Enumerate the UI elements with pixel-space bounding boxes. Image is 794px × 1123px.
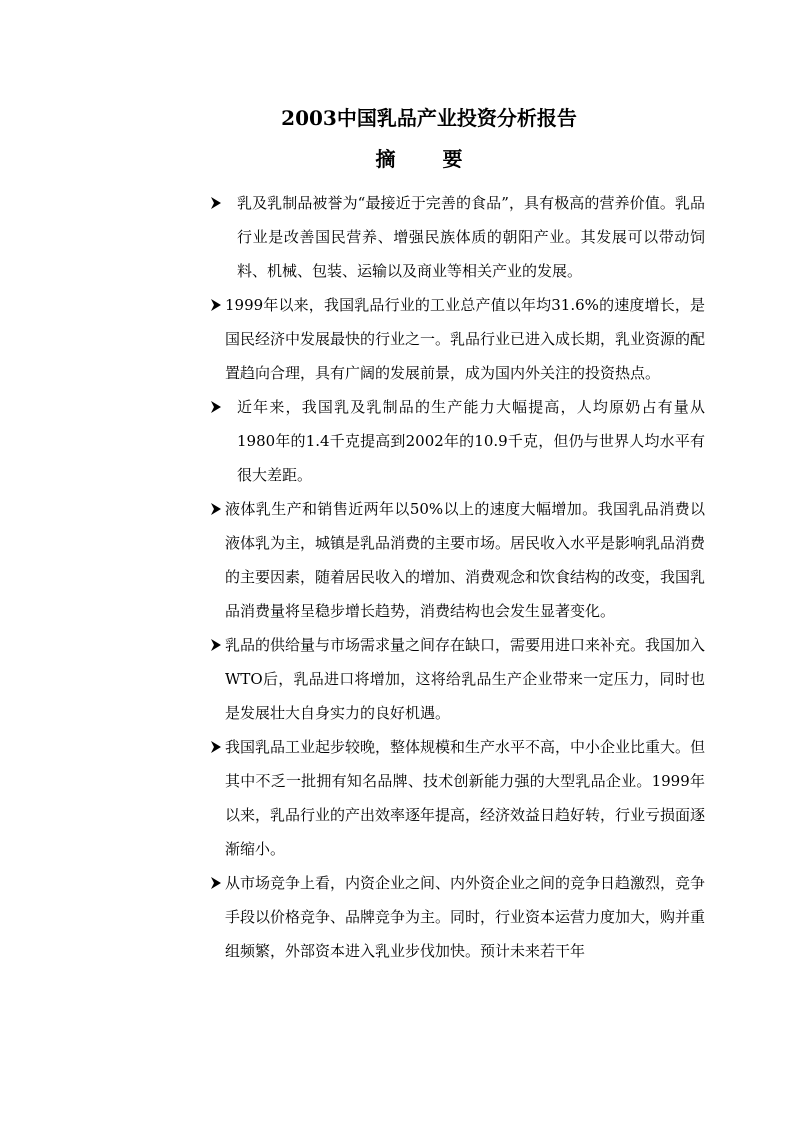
summary-item	[209, 186, 705, 288]
summary-item	[209, 866, 705, 968]
document-title: 2003中国乳品产业投资分析报告	[281, 106, 577, 130]
summary-item-text: 我国乳品工业起步较晚，整体规模和生产水平不高，中小企业比重大。但其中不乏一批拥有知名品牌、技术创新能力强的大型乳品企业。1999年以来，乳品行业的产出效率逐年提高，经济效益日趋好转，行业亏损面逐渐缩小。	[225, 738, 706, 858]
arrowhead-bullet-icon	[209, 288, 223, 322]
arrowhead-bullet-icon	[209, 628, 223, 662]
summary-item-text: 乳品的供给量与市场需求量之间存在缺口，需要用进口来补充。我国加入WTO后，乳品进口将增加，这将给乳品生产企业带来一定压力，同时也是发展壮大自身实力的良好机遇。	[225, 636, 706, 722]
arrowhead-bullet-icon	[209, 186, 223, 220]
summary-item	[209, 288, 705, 390]
summary-item-text: 1999年以来，我国乳品行业的工业总产值以年均31.6%的速度增长，是国民经济中发展最快的行业之一。乳品行业已进入成长期，乳业资源的配置趋向合理，具有广阔的发展前景，成为国内外关注的投资热点。	[225, 296, 706, 382]
arrowhead-bullet-icon	[209, 390, 223, 424]
summary-item-text: 从市场竞争上看，内资企业之间、内外资企业之间的竞争日趋激烈，竞争手段以价格竞争、品牌竞争为主。同时，行业资本运营力度加大，购并重组频繁，外部资本进入乳业步伐加快。预计未来若干年	[225, 874, 706, 960]
summary-list	[209, 186, 705, 968]
document-subtitle: 摘 要	[375, 147, 483, 171]
summary-item	[209, 730, 705, 866]
arrowhead-bullet-icon	[209, 492, 223, 526]
summary-item-text: 乳及乳制品被誉为“最接近于完善的食品”，具有极高的营养价值。乳品行业是改善国民营养、增强民族体质的朝阳产业。其发展可以带动饲料、机械、包装、运输以及商业等相关产业的发展。	[237, 194, 705, 280]
arrowhead-bullet-icon	[209, 730, 223, 764]
summary-item	[209, 492, 705, 628]
summary-item	[209, 628, 705, 730]
arrowhead-bullet-icon	[209, 866, 223, 900]
summary-item-text: 液体乳生产和销售近两年以50%以上的速度大幅增加。我国乳品消费以液体乳为主，城镇是乳品消费的主要市场。居民收入水平是影响乳品消费的主要因素，随着居民收入的增加、消费观念和饮食结构的改变，我国乳品消费量将呈稳步增长趋势，消费结构也会发生显著变化。	[225, 500, 706, 620]
summary-item	[209, 390, 705, 492]
summary-item-text: 近年来，我国乳及乳制品的生产能力大幅提高，人均原奶占有量从1980年的1.4千克提高到2002年的10.9千克，但仍与世界人均水平有很大差距。	[237, 398, 705, 484]
